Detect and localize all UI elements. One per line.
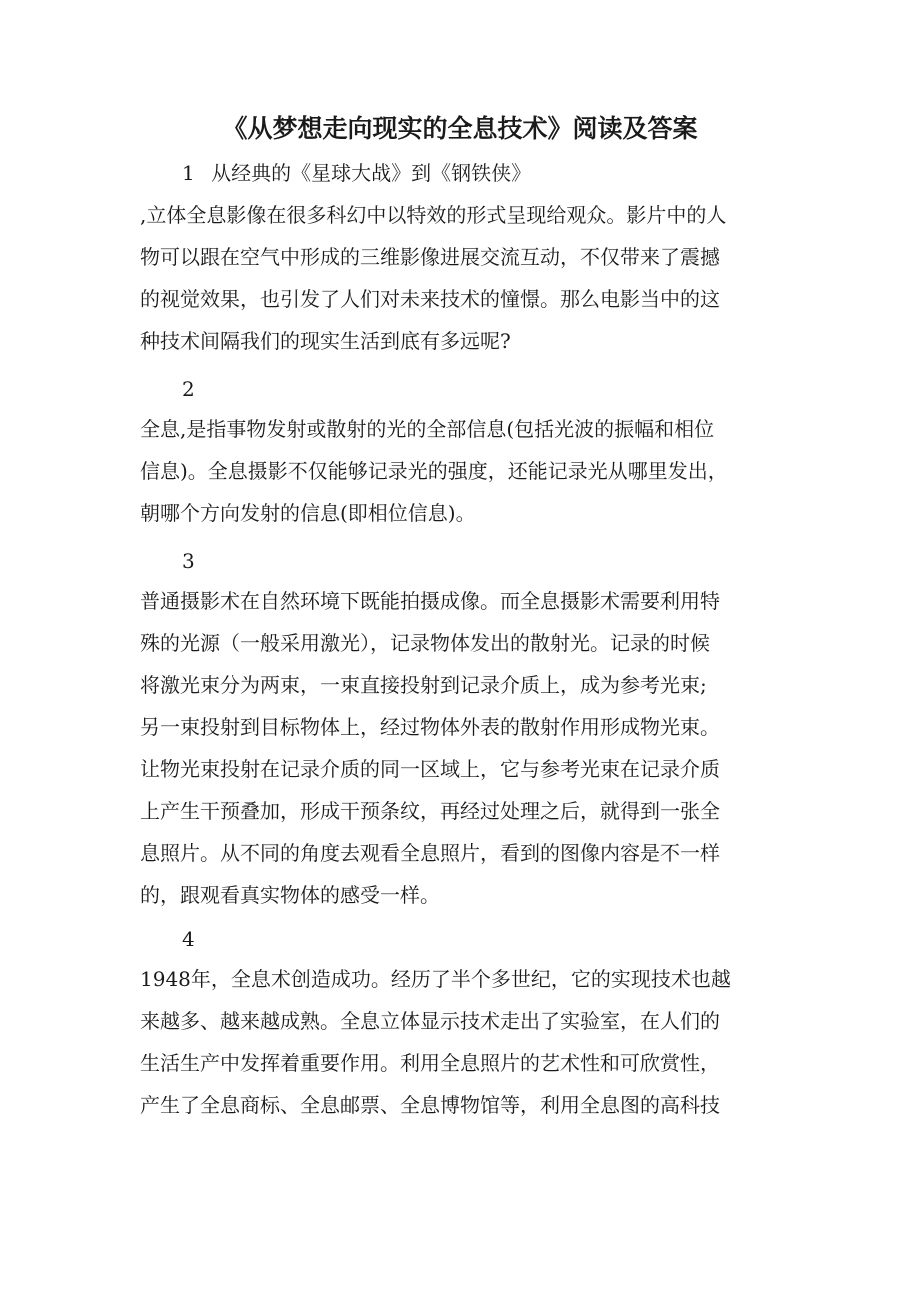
paragraph-number: 3 [182, 549, 195, 573]
paragraph-number: 2 [182, 377, 195, 401]
text-line: 种技术间隔我们的现实生活到底有多远呢? [140, 329, 511, 353]
text-line: 息照片。从不同的角度去观看全息照片，看到的图像内容是不一样 [140, 841, 720, 865]
text-line: 生活生产中发挥着重要作用。利用全息照片的艺术性和可欣赏性， [140, 1051, 720, 1075]
text-line: 上产生干预叠加，形成干预条纹，再经过处理之后，就得到一张全 [140, 799, 720, 823]
text-line: 信息)。全息摄影不仅能够记录光的强度，还能记录光从哪里发出， [140, 459, 728, 483]
text-line: 物可以跟在空气中形成的三维影像进展交流互动，不仅带来了震撼 [140, 245, 720, 269]
paragraph-lead-text: 从经典的《星球大战》到《钢铁侠》 [211, 161, 532, 185]
text-line: 朝哪个方向发射的信息(即相位信息)。 [140, 501, 476, 525]
text-line: ,立体全息影像在很多科幻中以特效的形式呈现给观众。影片中的人 [140, 203, 727, 227]
text-line: 另一束投射到目标物体上，经过物体外表的散射作用形成物光束。 [140, 715, 720, 739]
text-line: 的视觉效果，也引发了人们对未来技术的憧憬。那么电影当中的这 [140, 287, 720, 311]
text-line: 1948年，全息术创造成功。经历了半个多世纪，它的实现技术也越 [140, 967, 731, 991]
document-title: 《从梦想走向现实的全息技术》阅读及答案 [222, 114, 698, 143]
text-line: 产生了全息商标、全息邮票、全息博物馆等，利用全息图的高科技 [140, 1093, 720, 1117]
text-line: 让物光束投射在记录介质的同一区域上，它与参考光束在记录介质 [140, 757, 720, 781]
text-line: 的，跟观看真实物体的感受一样。 [140, 883, 440, 907]
paragraph-number: 1 [182, 161, 195, 185]
text-line: 来越多、越来越成熟。全息立体显示技术走出了实验室，在人们的 [140, 1009, 720, 1033]
paragraph-1-header [182, 160, 531, 186]
text-line: 全息,是指事物发射或散射的光的全部信息(包括光波的振幅和相位 [140, 417, 715, 441]
text-line: 普通摄影术在自然环境下既能拍摄成像。而全息摄影术需要利用特 [140, 589, 720, 613]
text-line: 将激光束分为两束，一束直接投射到记录介质上，成为参考光束; [140, 673, 707, 697]
paragraph-number: 4 [182, 927, 195, 951]
text-line: 殊的光源（一般采用激光），记录物体发出的散射光。记录的时候 [140, 631, 710, 655]
